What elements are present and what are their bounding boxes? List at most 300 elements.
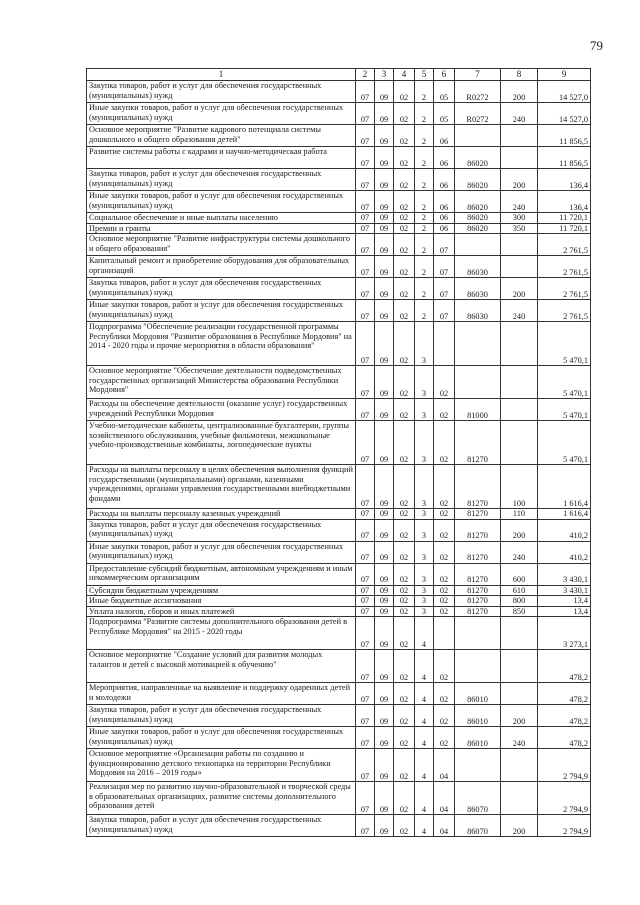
- program-cell: 02: [394, 727, 415, 749]
- subprogram-cell: 2: [415, 234, 434, 256]
- program-cell: 02: [394, 606, 415, 617]
- col-header-6: 6: [434, 69, 455, 81]
- direction-cell: 81270: [455, 519, 501, 541]
- name-cell: Основное мероприятие "Развитие кадрового потенциала системы дошкольного и общего образования детей": [87, 125, 356, 147]
- table-row: [87, 278, 591, 300]
- table-row: [87, 596, 591, 607]
- program-cell: 02: [394, 782, 415, 815]
- direction-cell: 81000: [455, 399, 501, 421]
- program-cell: 02: [394, 815, 415, 837]
- subprogram-cell: 3: [415, 366, 434, 399]
- name-cell: Закупка товаров, работ и услуг для обеспечения государственных (муниципальных) нужд: [87, 815, 356, 837]
- expense-type-cell: 600: [501, 563, 538, 585]
- fkr-cell: 07: [356, 596, 375, 607]
- direction-cell: [455, 366, 501, 399]
- name-cell: Развитие системы работы с кадрами и научно-методическая работа: [87, 147, 356, 169]
- direction-cell: 86020: [455, 191, 501, 213]
- direction-cell: [455, 650, 501, 683]
- subprogram-cell: 2: [415, 278, 434, 300]
- table-row: [87, 683, 591, 705]
- event-cell: [434, 617, 455, 650]
- subprogram-cell: 3: [415, 563, 434, 585]
- fkr-cell: 07: [356, 815, 375, 837]
- subprogram-cell: 2: [415, 300, 434, 322]
- name-cell: Иные бюджетные ассигнования: [87, 596, 356, 607]
- subsection-cell: 09: [375, 749, 394, 782]
- event-cell: 02: [434, 650, 455, 683]
- subsection-cell: 09: [375, 650, 394, 683]
- fkr-cell: 07: [356, 191, 375, 213]
- subprogram-cell: 3: [415, 541, 434, 563]
- name-cell: Подпрограмма "Обеспечение реализации государственной программы Республики Мордовия "Развитие образования в Республике Мордовия" на 2014 - 2020 годы и прочие мероприятия в области образования": [87, 322, 356, 366]
- sum-cell: 2 761,5: [538, 256, 591, 278]
- sum-cell: 2 794,9: [538, 782, 591, 815]
- sum-cell: 5 470,1: [538, 322, 591, 366]
- subsection-cell: 09: [375, 606, 394, 617]
- program-cell: 02: [394, 509, 415, 520]
- col-header-3: 3: [375, 69, 394, 81]
- subsection-cell: 09: [375, 519, 394, 541]
- table-row: [87, 705, 591, 727]
- program-cell: 02: [394, 81, 415, 103]
- direction-cell: 86020: [455, 213, 501, 224]
- fkr-cell: 07: [356, 234, 375, 256]
- event-cell: 07: [434, 234, 455, 256]
- subsection-cell: 09: [375, 596, 394, 607]
- expense-type-cell: [501, 421, 538, 465]
- program-cell: 02: [394, 223, 415, 234]
- sum-cell: 136,4: [538, 169, 591, 191]
- expense-type-cell: 300: [501, 213, 538, 224]
- table-row: [87, 421, 591, 465]
- expense-type-cell: [501, 322, 538, 366]
- col-header-7: 7: [455, 69, 501, 81]
- subsection-cell: 09: [375, 147, 394, 169]
- subprogram-cell: 2: [415, 213, 434, 224]
- table-row: [87, 103, 591, 125]
- expense-type-cell: [501, 366, 538, 399]
- program-cell: 02: [394, 421, 415, 465]
- program-cell: 02: [394, 103, 415, 125]
- event-cell: 04: [434, 815, 455, 837]
- direction-cell: 86010: [455, 683, 501, 705]
- fkr-cell: 07: [356, 366, 375, 399]
- subsection-cell: 09: [375, 256, 394, 278]
- fkr-cell: 07: [356, 103, 375, 125]
- name-cell: Социальное обеспечение и иные выплаты населению: [87, 213, 356, 224]
- fkr-cell: 07: [356, 519, 375, 541]
- program-cell: 02: [394, 300, 415, 322]
- program-cell: 02: [394, 256, 415, 278]
- subsection-cell: 09: [375, 585, 394, 596]
- direction-cell: 81270: [455, 541, 501, 563]
- fkr-cell: 07: [356, 169, 375, 191]
- event-cell: 06: [434, 191, 455, 213]
- expense-type-cell: [501, 749, 538, 782]
- direction-cell: 86030: [455, 256, 501, 278]
- fkr-cell: 07: [356, 256, 375, 278]
- sum-cell: 410,2: [538, 519, 591, 541]
- fkr-cell: 07: [356, 606, 375, 617]
- name-cell: Закупка товаров, работ и услуг для обеспечения государственных (муниципальных) нужд: [87, 278, 356, 300]
- subprogram-cell: 3: [415, 519, 434, 541]
- sum-cell: 2 761,5: [538, 300, 591, 322]
- subsection-cell: 09: [375, 465, 394, 509]
- subprogram-cell: 2: [415, 125, 434, 147]
- subsection-cell: 09: [375, 234, 394, 256]
- sum-cell: 478,2: [538, 705, 591, 727]
- program-cell: 02: [394, 322, 415, 366]
- table-row: [87, 465, 591, 509]
- program-cell: 02: [394, 191, 415, 213]
- subsection-cell: 09: [375, 213, 394, 224]
- program-cell: 02: [394, 465, 415, 509]
- subsection-cell: 09: [375, 421, 394, 465]
- name-cell: Премии и гранты: [87, 223, 356, 234]
- direction-cell: 86030: [455, 300, 501, 322]
- event-cell: 04: [434, 749, 455, 782]
- direction-cell: R0272: [455, 103, 501, 125]
- sum-cell: 1 616,4: [538, 509, 591, 520]
- fkr-cell: 07: [356, 683, 375, 705]
- expense-type-cell: 200: [501, 278, 538, 300]
- program-cell: 02: [394, 519, 415, 541]
- subprogram-cell: 2: [415, 81, 434, 103]
- budget-table: [86, 68, 591, 837]
- expense-type-cell: 200: [501, 169, 538, 191]
- subsection-cell: 09: [375, 223, 394, 234]
- expense-type-cell: 200: [501, 705, 538, 727]
- subsection-cell: 09: [375, 617, 394, 650]
- event-cell: 02: [434, 727, 455, 749]
- subprogram-cell: 2: [415, 256, 434, 278]
- program-cell: 02: [394, 399, 415, 421]
- sum-cell: 478,2: [538, 683, 591, 705]
- event-cell: 05: [434, 103, 455, 125]
- direction-cell: 81270: [455, 596, 501, 607]
- sum-cell: 11 720,1: [538, 223, 591, 234]
- program-cell: 02: [394, 563, 415, 585]
- expense-type-cell: [501, 125, 538, 147]
- table-row: [87, 399, 591, 421]
- table-row: [87, 519, 591, 541]
- expense-type-cell: 100: [501, 465, 538, 509]
- sum-cell: 11 720,1: [538, 213, 591, 224]
- subprogram-cell: 4: [415, 749, 434, 782]
- fkr-cell: 07: [356, 563, 375, 585]
- sum-cell: 11 856,5: [538, 147, 591, 169]
- col-header-1: 1: [87, 69, 356, 81]
- fkr-cell: 07: [356, 541, 375, 563]
- sum-cell: 2 761,5: [538, 234, 591, 256]
- subsection-cell: 09: [375, 81, 394, 103]
- direction-cell: [455, 617, 501, 650]
- table-row: [87, 815, 591, 837]
- program-cell: 02: [394, 278, 415, 300]
- subsection-cell: 09: [375, 125, 394, 147]
- fkr-cell: 07: [356, 223, 375, 234]
- sum-cell: 13,4: [538, 606, 591, 617]
- sum-cell: 478,2: [538, 727, 591, 749]
- expense-type-cell: 610: [501, 585, 538, 596]
- name-cell: Закупка товаров, работ и услуг для обеспечения государственных (муниципальных) нужд: [87, 169, 356, 191]
- subsection-cell: 09: [375, 300, 394, 322]
- subprogram-cell: 4: [415, 782, 434, 815]
- sum-cell: 136,4: [538, 191, 591, 213]
- expense-type-cell: 850: [501, 606, 538, 617]
- event-cell: 02: [434, 421, 455, 465]
- program-cell: 02: [394, 749, 415, 782]
- subsection-cell: 09: [375, 541, 394, 563]
- table-row: [87, 509, 591, 520]
- name-cell: Основное мероприятие "Обеспечение деятельности подведомственных государственных организаций Министерства образования Республики Мордовия": [87, 366, 356, 399]
- table-row: [87, 147, 591, 169]
- sum-cell: 5 470,1: [538, 366, 591, 399]
- fkr-cell: 07: [356, 782, 375, 815]
- expense-type-cell: 110: [501, 509, 538, 520]
- event-cell: 07: [434, 278, 455, 300]
- subprogram-cell: 3: [415, 585, 434, 596]
- expense-type-cell: 240: [501, 103, 538, 125]
- expense-type-cell: 200: [501, 519, 538, 541]
- sum-cell: 2 794,9: [538, 749, 591, 782]
- direction-cell: [455, 234, 501, 256]
- direction-cell: 86070: [455, 782, 501, 815]
- subsection-cell: 09: [375, 366, 394, 399]
- subprogram-cell: 2: [415, 169, 434, 191]
- sum-cell: 13,4: [538, 596, 591, 607]
- table-row: [87, 81, 591, 103]
- subsection-cell: 09: [375, 191, 394, 213]
- direction-cell: 81270: [455, 606, 501, 617]
- direction-cell: R0272: [455, 81, 501, 103]
- name-cell: Субсидии бюджетным учреждениям: [87, 585, 356, 596]
- subsection-cell: 09: [375, 322, 394, 366]
- event-cell: 06: [434, 213, 455, 224]
- name-cell: Иные закупки товаров, работ и услуг для обеспечения государственных (муниципальных) нужд: [87, 727, 356, 749]
- program-cell: 02: [394, 541, 415, 563]
- direction-cell: 86010: [455, 705, 501, 727]
- program-cell: 02: [394, 147, 415, 169]
- sum-cell: 11 856,5: [538, 125, 591, 147]
- col-header-8: 8: [501, 69, 538, 81]
- fkr-cell: 07: [356, 727, 375, 749]
- direction-cell: 81270: [455, 509, 501, 520]
- event-cell: 06: [434, 223, 455, 234]
- program-cell: 02: [394, 234, 415, 256]
- table-row: [87, 727, 591, 749]
- event-cell: 05: [434, 81, 455, 103]
- fkr-cell: 07: [356, 147, 375, 169]
- name-cell: Основное мероприятие «Организация работы по созданию и функционированию детского технопарка на территории Республики Мордовия на 2016 – 2019 годы»: [87, 749, 356, 782]
- event-cell: 04: [434, 782, 455, 815]
- subprogram-cell: 3: [415, 596, 434, 607]
- expense-type-cell: [501, 399, 538, 421]
- sum-cell: 3 430,1: [538, 563, 591, 585]
- program-cell: 02: [394, 683, 415, 705]
- subprogram-cell: 4: [415, 705, 434, 727]
- table-row: [87, 300, 591, 322]
- direction-cell: 81270: [455, 421, 501, 465]
- name-cell: Подпрограмма "Развитие системы дополнительного образования детей в Республике Мордовия" на 2015 - 2020 годы: [87, 617, 356, 650]
- program-cell: 02: [394, 169, 415, 191]
- direction-cell: [455, 322, 501, 366]
- expense-type-cell: [501, 782, 538, 815]
- name-cell: Закупка товаров, работ и услуг для обеспечения государственных (муниципальных) нужд: [87, 81, 356, 103]
- subsection-cell: 09: [375, 563, 394, 585]
- sum-cell: 410,2: [538, 541, 591, 563]
- event-cell: 02: [434, 705, 455, 727]
- fkr-cell: 07: [356, 465, 375, 509]
- expense-type-cell: 200: [501, 81, 538, 103]
- subprogram-cell: 4: [415, 815, 434, 837]
- col-header-2: 2: [356, 69, 375, 81]
- subprogram-cell: 3: [415, 509, 434, 520]
- table-row: [87, 541, 591, 563]
- fkr-cell: 07: [356, 125, 375, 147]
- sum-cell: 478,2: [538, 650, 591, 683]
- col-header-9: 9: [538, 69, 591, 81]
- subprogram-cell: 2: [415, 223, 434, 234]
- subsection-cell: 09: [375, 278, 394, 300]
- fkr-cell: 07: [356, 213, 375, 224]
- event-cell: 02: [434, 606, 455, 617]
- subprogram-cell: 4: [415, 727, 434, 749]
- expense-type-cell: 800: [501, 596, 538, 607]
- table-row: [87, 563, 591, 585]
- program-cell: 02: [394, 125, 415, 147]
- col-header-5: 5: [415, 69, 434, 81]
- fkr-cell: 07: [356, 509, 375, 520]
- table-row: [87, 322, 591, 366]
- event-cell: [434, 322, 455, 366]
- program-cell: 02: [394, 366, 415, 399]
- subsection-cell: 09: [375, 727, 394, 749]
- sum-cell: 3 430,1: [538, 585, 591, 596]
- sum-cell: 2 794,9: [538, 815, 591, 837]
- direction-cell: 86020: [455, 169, 501, 191]
- event-cell: 02: [434, 563, 455, 585]
- name-cell: Основное мероприятие "Создание условий для развития молодых талантов и детей с высокой мотивацией к обучению": [87, 650, 356, 683]
- sum-cell: 5 470,1: [538, 421, 591, 465]
- table-row: [87, 223, 591, 234]
- name-cell: Капитальный ремонт и приобретение оборудования для образовательных организаций: [87, 256, 356, 278]
- direction-cell: 81270: [455, 563, 501, 585]
- program-cell: 02: [394, 585, 415, 596]
- subsection-cell: 09: [375, 705, 394, 727]
- expense-type-cell: 350: [501, 223, 538, 234]
- event-cell: 02: [434, 519, 455, 541]
- name-cell: Мероприятия, направленные на выявление и поддержку одаренных детей и молодежи: [87, 683, 356, 705]
- event-cell: 02: [434, 541, 455, 563]
- subprogram-cell: 3: [415, 421, 434, 465]
- event-cell: 02: [434, 596, 455, 607]
- table-row: [87, 366, 591, 399]
- name-cell: Предоставление субсидий бюджетным, автономным учреждениям и иным некоммерческим организациям: [87, 563, 356, 585]
- program-cell: 02: [394, 213, 415, 224]
- event-cell: 02: [434, 399, 455, 421]
- table-row: [87, 256, 591, 278]
- event-cell: 07: [434, 300, 455, 322]
- fkr-cell: 07: [356, 300, 375, 322]
- event-cell: 02: [434, 465, 455, 509]
- subprogram-cell: 3: [415, 399, 434, 421]
- program-cell: 02: [394, 617, 415, 650]
- header-row: [87, 69, 591, 81]
- page-number: 79: [590, 38, 603, 53]
- program-cell: 02: [394, 650, 415, 683]
- event-cell: 02: [434, 585, 455, 596]
- sum-cell: 14 527,0: [538, 103, 591, 125]
- fkr-cell: 07: [356, 322, 375, 366]
- fkr-cell: 07: [356, 81, 375, 103]
- direction-cell: 81270: [455, 465, 501, 509]
- name-cell: Уплата налогов, сборов и иных платежей: [87, 606, 356, 617]
- subprogram-cell: 4: [415, 617, 434, 650]
- event-cell: 02: [434, 509, 455, 520]
- subsection-cell: 09: [375, 103, 394, 125]
- fkr-cell: 07: [356, 399, 375, 421]
- subprogram-cell: 2: [415, 103, 434, 125]
- direction-cell: 86070: [455, 815, 501, 837]
- direction-cell: [455, 749, 501, 782]
- name-cell: Учебно-методические кабинеты, централизованные бухгалтерии, группы хозяйственного обслуживания, учебные фильмотеки, межшкольные учебно-производственные комбинаты, логопедические пункты: [87, 421, 356, 465]
- program-cell: 02: [394, 596, 415, 607]
- expense-type-cell: [501, 256, 538, 278]
- sum-cell: 3 273,1: [538, 617, 591, 650]
- expense-type-cell: [501, 234, 538, 256]
- col-header-4: 4: [394, 69, 415, 81]
- fkr-cell: 07: [356, 650, 375, 683]
- name-cell: Иные закупки товаров, работ и услуг для обеспечения государственных (муниципальных) нужд: [87, 541, 356, 563]
- expense-type-cell: 240: [501, 727, 538, 749]
- expense-type-cell: 200: [501, 815, 538, 837]
- table-body: [87, 81, 591, 837]
- name-cell: Реализация мер по развитию научно-образовательной и творческой среды в образовательных организациях, развитие системы дополнительного образования детей: [87, 782, 356, 815]
- name-cell: Расходы на выплаты персоналу казенных учреждений: [87, 509, 356, 520]
- name-cell: Расходы на выплаты персоналу в целях обеспечения выполнения функций государственными (муниципальными) органами, казенными учреждениями, органами управления государственными внебюджетными фондами: [87, 465, 356, 509]
- expense-type-cell: [501, 650, 538, 683]
- fkr-cell: 07: [356, 705, 375, 727]
- expense-type-cell: 240: [501, 191, 538, 213]
- subsection-cell: 09: [375, 169, 394, 191]
- sum-cell: 2 761,5: [538, 278, 591, 300]
- table-row: [87, 169, 591, 191]
- subprogram-cell: 3: [415, 322, 434, 366]
- event-cell: 06: [434, 169, 455, 191]
- table-row: [87, 749, 591, 782]
- fkr-cell: 07: [356, 617, 375, 650]
- event-cell: 06: [434, 147, 455, 169]
- table-row: [87, 585, 591, 596]
- expense-type-cell: [501, 147, 538, 169]
- fkr-cell: 07: [356, 749, 375, 782]
- sum-cell: 1 616,4: [538, 465, 591, 509]
- expense-type-cell: 240: [501, 541, 538, 563]
- subprogram-cell: 3: [415, 465, 434, 509]
- name-cell: Основное мероприятие "Развитие инфраструктуры системы дошкольного и общего образования": [87, 234, 356, 256]
- event-cell: 02: [434, 683, 455, 705]
- table-row: [87, 213, 591, 224]
- subsection-cell: 09: [375, 509, 394, 520]
- subprogram-cell: 3: [415, 606, 434, 617]
- subprogram-cell: 2: [415, 191, 434, 213]
- table-row: [87, 191, 591, 213]
- event-cell: 02: [434, 366, 455, 399]
- fkr-cell: 07: [356, 421, 375, 465]
- subsection-cell: 09: [375, 815, 394, 837]
- fkr-cell: 07: [356, 585, 375, 596]
